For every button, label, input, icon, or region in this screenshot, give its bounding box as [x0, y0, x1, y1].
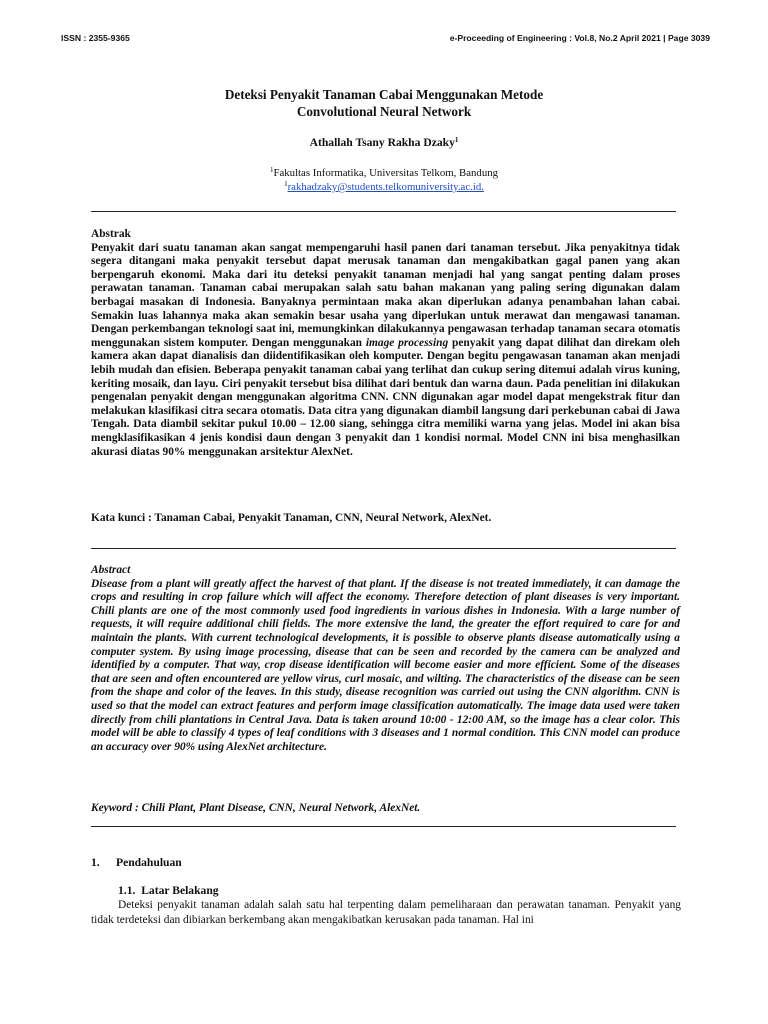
journal-info: e-Proceeding of Engineering : Vol.8, No.2 April 2021 | Page 3039: [449, 33, 710, 43]
affiliation-text: Fakultas Informatika, Universitas Telkom, Bandung: [273, 167, 499, 179]
subsection-title: Latar Belakang: [141, 884, 219, 897]
title-line-1: Deteksi Penyakit Tanaman Cabai Menggunakan Metode: [224, 87, 544, 102]
kata-kunci: Kata kunci : Tanaman Cabai, Penyakit Tanaman, CNN, Neural Network, AlexNet.: [91, 512, 492, 524]
abstract-heading: Abstract: [91, 564, 131, 576]
affiliation-sup: 1: [269, 166, 274, 174]
abstract-text: Disease from a plant will greatly affect the harvest of that plant. If the disease is not treated immediately, it can damage the crops and resulting in crop failure which will affect the economy. Therefore detection of plant diseases is very important. Chili plants are one of the most commonly used food ingredients in various dishes in Indonesia. With a large number of requests, it will require additional chili fields. The more extensive the land, the greater the effort required to care for and maintain the plants. With current technological developments, it is possible to observe plants disease automatically using a computer system. By using image processing, disease that can be seen and recorded by the camera can be analyzed and identified by a computer. That way, crop disease identification will become easier and more efficient. Some of the diseases that are seen and often encountered are yellow virus, curl mosaic, and wilting. The characteristics of the disease can be seen from the shape and color of the leaves. In this study, disease recognition was carried out using the CNN algorithm. CNN is used so that the model can extract features and perform image classification automatically. The image data used were taken directly from chili plantations in Central Java. Data is taken around 10:00 - 12:00 AM, so the image has a clear color. This model will be able to classify 4 types of leaf conditions with 3 diseases and 1 normal condition. This CNN model can produce an accuracy over 90% using AlexNet architecture.: [91, 577, 680, 753]
section-title: Pendahuluan: [116, 856, 182, 869]
abstrak-text-italic: image processing: [365, 336, 449, 349]
keywords-en: Keyword : Chili Plant, Plant Disease, CNN, Neural Network, AlexNet.: [91, 802, 421, 814]
divider-middle: [91, 548, 676, 549]
divider-bottom: [91, 826, 676, 827]
section-number: 1.: [91, 856, 100, 869]
affiliation-block: [0, 166, 768, 194]
email-link[interactable]: rakhadzaky@students.telkomuniversity.ac.id.: [287, 181, 484, 193]
abstrak-section: [91, 228, 680, 459]
abstrak-text: [91, 242, 680, 460]
intro-body: [91, 898, 681, 928]
affiliation: [0, 166, 768, 180]
title-line-2: Convolutional Neural Network: [296, 104, 472, 119]
author-name: [0, 136, 768, 149]
divider-top: [91, 211, 676, 212]
abstrak-heading: Abstrak: [91, 228, 131, 240]
paper-title: [0, 86, 768, 120]
abstrak-text-part1: Penyakit dari suatu tanaman akan sangat mempengaruhi hasil panen dari tanaman tersebut. Jika penyakitnya tidak segera ditangani maka penyakit tersebut dapat merusak tanaman dan mengakibatkan gagal panen yang akan berpengaruh ekonomi. Maka dari itu deteksi penyakit tanaman menjadi hal yang sangat penting dalam proses perawatan tanaman. Tanaman cabai merupakan salah satu bahan makanan yang paling sering digunakan dalam berbagai masakan di Indonesia. Banyaknya permintaan maka akan diperlukan adanya penambahan lahan cabai. Semakin luas lahannya maka akan semakin besar usaha yang diperlukan untuk merawat dan mengawasi tanaman. Dengan perkembangan teknologi saat ini, memungkinkan dilakukannya pengawasan terhadap tanaman secara otomatis menggunakan sistem komputer. Dengan menggunakan: [91, 241, 680, 349]
running-header: [0, 33, 768, 45]
intro-paragraph: Deteksi penyakit tanaman adalah salah satu hal terpenting dalam pemeliharaan dan perawatan tanaman. Penyakit yang tidak terdeteksi dan dibiarkan berkembang akan mengakibatkan kerusakan pada tanaman. Hal ini: [91, 899, 681, 926]
abstrak-text-part2: penyakit yang dapat dilihat dan direkam oleh kamera akan dapat dianalisis dan diidentifikasikan oleh komputer. Dengan begitu pengawasan tanaman akan menjadi lebih mudah dan efisien. Beberapa penyakit tanaman cabai yang terlihat dan cukup sering ditemui adalah virus kuning, keriting mosaik, dan layu. Ciri penyakit tersebut bisa dilihat dari bentuk dan warna daun. Pada penelitian ini dilakukan pengenalan penyakit dengan menggunakan algoritma CNN. CNN digunakan agar model dapat mengekstrak fitur dan melakukan klasifikasi citra secara otomatis. Data citra yang digunakan diambil langsung dari perkebunan cabai di Jawa Tengah. Data diambil sekitar pukul 10.00 – 12.00 siang, sehingga citra memiliki warna yang jelas. Model ini akan bisa mengklasifikasikan 4 jenis kondisi daun dengan 3 penyakit dan 1 kondisi normal. Model CNN ini bisa menghasilkan akurasi diatas 90% menggunakan arsitektur AlexNet.: [91, 336, 681, 458]
author-text: Athallah Tsany Rakha Dzaky: [309, 136, 455, 149]
email-line: [0, 180, 768, 194]
issn-label: ISSN : 2355-9365: [61, 33, 130, 43]
section-heading: [91, 856, 182, 869]
subsection-heading: [118, 884, 219, 897]
author-sup: 1: [454, 136, 459, 144]
abstract-section: [91, 564, 680, 754]
subsection-number: 1.1.: [118, 884, 136, 897]
email-sup: 1: [284, 180, 288, 188]
